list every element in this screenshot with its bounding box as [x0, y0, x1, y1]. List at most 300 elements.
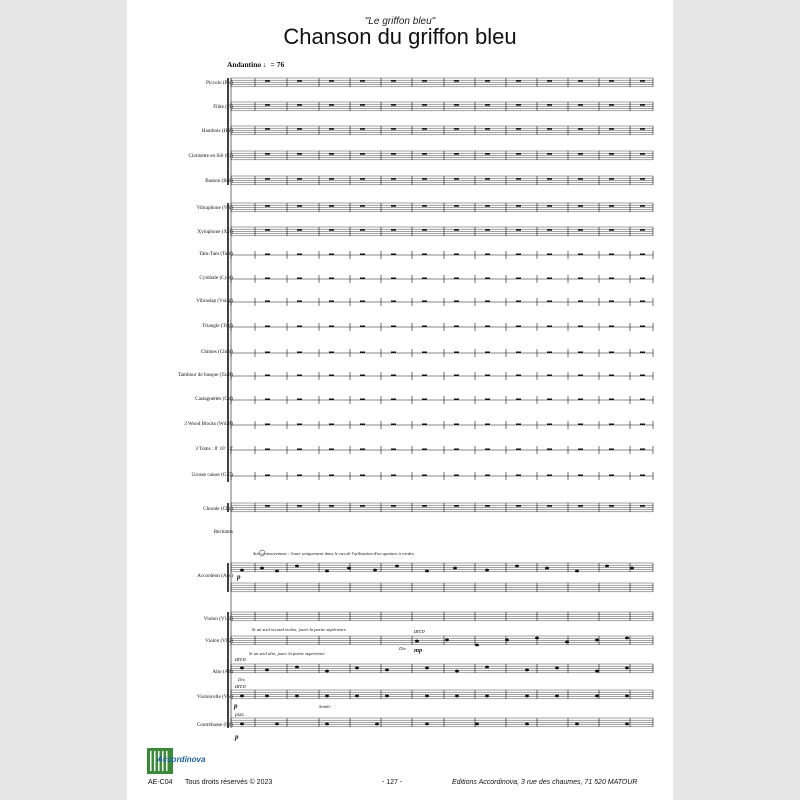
rest-mark	[454, 505, 459, 507]
arco-marking: arco	[235, 684, 246, 690]
rest-mark	[422, 80, 427, 82]
rest-mark	[329, 229, 334, 231]
rest-mark	[640, 178, 645, 180]
violin-note: Si un seul second violon, jouer la partie supérieure	[252, 627, 346, 632]
rest-mark	[578, 449, 583, 451]
rest-mark	[297, 104, 302, 106]
note-head	[525, 695, 529, 698]
note-head	[347, 567, 351, 570]
rest-mark	[329, 128, 334, 130]
rest-mark	[485, 449, 490, 451]
rest-mark	[265, 80, 270, 82]
rest-mark	[609, 399, 614, 401]
footer-publisher: Editions Accordinova, 3 rue des chaumes, 71 520 MATOUR	[452, 779, 638, 786]
rest-mark	[547, 375, 552, 377]
instrument-label: Contrebasse (Cb)	[196, 722, 233, 728]
rest-mark	[297, 326, 302, 328]
instrument-label: 3 Wood Blocks (Wd.B)	[184, 421, 233, 427]
rest-mark	[297, 178, 302, 180]
note-head	[475, 644, 479, 647]
rest-mark	[265, 449, 270, 451]
simile-marking: Simile	[319, 704, 331, 709]
rest-mark	[516, 399, 521, 401]
rest-mark	[516, 153, 521, 155]
instrument-label: Alto (Alt)	[212, 669, 233, 675]
rest-mark	[485, 153, 490, 155]
rest-mark	[578, 375, 583, 377]
rest-mark	[265, 475, 270, 477]
rest-mark	[422, 449, 427, 451]
rest-mark	[547, 254, 552, 256]
logo-text: Accordinova	[157, 755, 206, 764]
rest-mark	[547, 104, 552, 106]
rest-mark	[422, 205, 427, 207]
rest-mark	[485, 278, 490, 280]
score-page	[127, 0, 673, 800]
rest-mark	[422, 229, 427, 231]
note-head	[455, 670, 459, 673]
rest-mark	[485, 205, 490, 207]
rest-mark	[454, 399, 459, 401]
dynamic-mp: mp	[414, 647, 423, 654]
dynamic-p-accordion: p	[237, 573, 241, 581]
rest-mark	[329, 424, 334, 426]
rest-mark	[609, 352, 614, 354]
rest-mark	[547, 178, 552, 180]
note-head	[425, 695, 429, 698]
rest-mark	[391, 153, 396, 155]
note-head	[260, 567, 264, 570]
arco-marking: arco	[414, 629, 425, 635]
rest-mark	[640, 104, 645, 106]
rest-mark	[609, 326, 614, 328]
note-head	[240, 723, 244, 726]
note-head	[425, 667, 429, 670]
rest-mark	[454, 301, 459, 303]
note-head	[295, 565, 299, 568]
rest-mark	[360, 80, 365, 82]
rest-mark	[547, 229, 552, 231]
note-head	[575, 570, 579, 573]
rest-mark	[609, 104, 614, 106]
rest-mark	[297, 424, 302, 426]
rest-mark	[265, 424, 270, 426]
rest-mark	[360, 449, 365, 451]
note-head	[373, 569, 377, 572]
note-head	[325, 670, 329, 673]
rest-mark	[578, 178, 583, 180]
rest-mark	[422, 301, 427, 303]
rest-mark	[547, 153, 552, 155]
rest-mark	[265, 326, 270, 328]
accordion-note: Sur ce mouvement : Jouer uniquement dans le cas de l'utilisation d'un quatuor à cordes	[253, 551, 415, 556]
rest-mark	[454, 229, 459, 231]
rest-mark	[422, 178, 427, 180]
rest-mark	[422, 128, 427, 130]
instrument-label: Violon (Vl.2)	[205, 638, 233, 644]
rest-mark	[485, 254, 490, 256]
score-title: Chanson du griffon bleu	[283, 24, 517, 49]
rest-mark	[516, 301, 521, 303]
rest-mark	[422, 424, 427, 426]
rest-mark	[454, 254, 459, 256]
instrument-label: Violoncelle (Vlc)	[196, 694, 233, 700]
note-head	[355, 695, 359, 698]
rest-mark	[329, 104, 334, 106]
instrument-label: Accordéon (Acc)	[197, 573, 233, 579]
rest-mark	[516, 178, 521, 180]
note-head	[355, 667, 359, 670]
rest-mark	[516, 205, 521, 207]
rest-mark	[609, 375, 614, 377]
rest-mark	[422, 104, 427, 106]
rest-mark	[485, 178, 490, 180]
rest-mark	[422, 326, 427, 328]
rest-mark	[609, 278, 614, 280]
rest-mark	[329, 153, 334, 155]
rest-mark	[516, 128, 521, 130]
rest-mark	[329, 178, 334, 180]
rest-mark	[391, 278, 396, 280]
rest-mark	[640, 375, 645, 377]
instrument-label: 3 Toms : 8' 10' 12'	[195, 446, 233, 452]
note-head	[515, 565, 519, 568]
rest-mark	[265, 229, 270, 231]
rest-mark	[454, 80, 459, 82]
instrument-label: Xylophone (Xyl)	[197, 229, 233, 235]
rest-mark	[547, 278, 552, 280]
rest-mark	[516, 505, 521, 507]
rest-mark	[547, 128, 552, 130]
rest-mark	[391, 505, 396, 507]
instrument-label: Piccolo (Pic)	[206, 80, 233, 86]
rest-mark	[297, 352, 302, 354]
rest-mark	[609, 229, 614, 231]
rest-mark	[516, 254, 521, 256]
rest-mark	[578, 301, 583, 303]
rest-mark	[454, 104, 459, 106]
rest-mark	[609, 301, 614, 303]
rest-mark	[547, 505, 552, 507]
instrument-label: Tambour de basque (Ta.B)	[177, 372, 233, 378]
div-marking: Div.	[238, 677, 246, 682]
note-head	[605, 565, 609, 568]
instrument-label: Grosse caisse (G.C)	[191, 472, 233, 478]
rest-mark	[391, 229, 396, 231]
rest-mark	[485, 352, 490, 354]
rest-mark	[578, 475, 583, 477]
rest-mark	[329, 278, 334, 280]
rest-mark	[391, 301, 396, 303]
note-head	[325, 570, 329, 573]
rest-mark	[391, 424, 396, 426]
rest-mark	[454, 352, 459, 354]
rest-mark	[360, 178, 365, 180]
note-head	[545, 567, 549, 570]
rest-mark	[547, 301, 552, 303]
rest-mark	[422, 399, 427, 401]
rest-mark	[391, 475, 396, 477]
rest-mark	[391, 128, 396, 130]
rest-mark	[516, 352, 521, 354]
note-head	[535, 637, 539, 640]
rest-mark	[578, 229, 583, 231]
rest-mark	[297, 449, 302, 451]
rest-mark	[609, 178, 614, 180]
note-head	[525, 669, 529, 672]
note-head	[455, 695, 459, 698]
note-head	[595, 695, 599, 698]
dynamic-p-cello: p	[234, 702, 238, 710]
rest-mark	[485, 475, 490, 477]
rest-mark	[640, 254, 645, 256]
rest-mark	[516, 375, 521, 377]
rest-mark	[609, 153, 614, 155]
rest-mark	[609, 424, 614, 426]
instrument-label: Cymbale (Cym)	[199, 275, 233, 281]
rest-mark	[422, 475, 427, 477]
rest-mark	[391, 449, 396, 451]
rest-mark	[297, 205, 302, 207]
rest-mark	[422, 254, 427, 256]
rest-mark	[422, 505, 427, 507]
rest-mark	[640, 128, 645, 130]
rest-mark	[547, 326, 552, 328]
pizz-marking: pizz.	[235, 712, 245, 718]
rest-mark	[391, 399, 396, 401]
rest-mark	[578, 128, 583, 130]
rest-mark	[297, 399, 302, 401]
rest-mark	[578, 505, 583, 507]
rest-mark	[360, 326, 365, 328]
rest-mark	[578, 399, 583, 401]
arco-marking: arco	[235, 657, 246, 663]
rest-mark	[265, 505, 270, 507]
note-head	[625, 723, 629, 726]
rest-mark	[329, 352, 334, 354]
rest-mark	[454, 153, 459, 155]
dynamic-p-bass: p	[235, 733, 239, 741]
instrument-label: Récitants	[213, 529, 233, 535]
rest-mark	[578, 424, 583, 426]
rest-mark	[485, 505, 490, 507]
instrument-label: Violon (Vl. 1)	[203, 616, 233, 622]
rest-mark	[391, 205, 396, 207]
rest-mark	[265, 352, 270, 354]
rest-mark	[391, 254, 396, 256]
rest-mark	[297, 505, 302, 507]
rest-mark	[578, 80, 583, 82]
rest-mark	[640, 475, 645, 477]
rest-mark	[360, 475, 365, 477]
rest-mark	[485, 399, 490, 401]
note-head	[295, 695, 299, 698]
rest-mark	[485, 104, 490, 106]
note-head	[265, 695, 269, 698]
rest-mark	[578, 104, 583, 106]
rest-mark	[391, 80, 396, 82]
rest-mark	[578, 326, 583, 328]
rest-mark	[297, 229, 302, 231]
rest-mark	[485, 229, 490, 231]
rest-mark	[516, 475, 521, 477]
rest-mark	[454, 475, 459, 477]
rest-mark	[360, 399, 365, 401]
rest-mark	[360, 301, 365, 303]
note-head	[575, 723, 579, 726]
rest-mark	[485, 375, 490, 377]
rest-mark	[297, 375, 302, 377]
rest-mark	[547, 80, 552, 82]
note-head	[595, 639, 599, 642]
rest-mark	[329, 301, 334, 303]
note-head	[485, 666, 489, 669]
rest-mark	[640, 229, 645, 231]
note-head	[425, 723, 429, 726]
note-head	[425, 570, 429, 573]
rest-mark	[454, 375, 459, 377]
rest-mark	[297, 475, 302, 477]
rest-mark	[485, 424, 490, 426]
rest-mark	[609, 475, 614, 477]
rest-mark	[265, 278, 270, 280]
rest-mark	[640, 352, 645, 354]
rest-mark	[640, 278, 645, 280]
rest-mark	[454, 178, 459, 180]
instrument-label: Vibraslap (Vslap)	[196, 298, 233, 304]
rest-mark	[360, 375, 365, 377]
footer-rights: Tous droits réservés © 2023	[185, 779, 273, 786]
note-head	[453, 567, 457, 570]
rest-mark	[297, 153, 302, 155]
instrument-label: Triangle (Trgl)	[202, 323, 233, 329]
rest-mark	[297, 301, 302, 303]
rest-mark	[265, 301, 270, 303]
rest-mark	[391, 178, 396, 180]
rest-mark	[360, 352, 365, 354]
rest-mark	[265, 128, 270, 130]
rest-mark	[329, 399, 334, 401]
note-head	[565, 641, 569, 644]
rest-mark	[265, 153, 270, 155]
note-head	[625, 637, 629, 640]
footer-page-number: - 127 -	[382, 779, 403, 786]
div-marking: Div.	[399, 646, 407, 651]
rest-mark	[329, 475, 334, 477]
note-head	[265, 669, 269, 672]
note-head	[595, 670, 599, 673]
rest-mark	[516, 229, 521, 231]
rest-mark	[329, 375, 334, 377]
rest-mark	[265, 399, 270, 401]
note-head	[630, 567, 634, 570]
rest-mark	[329, 449, 334, 451]
rest-mark	[360, 424, 365, 426]
rest-mark	[454, 326, 459, 328]
rest-mark	[609, 254, 614, 256]
note-head	[240, 695, 244, 698]
rest-mark	[360, 229, 365, 231]
note-head	[555, 667, 559, 670]
rest-mark	[609, 80, 614, 82]
rest-mark	[547, 449, 552, 451]
rest-mark	[547, 399, 552, 401]
rest-mark	[265, 178, 270, 180]
rest-mark	[297, 254, 302, 256]
rest-mark	[391, 352, 396, 354]
rest-mark	[547, 424, 552, 426]
rest-mark	[360, 254, 365, 256]
score-subtitle: "Le griffon bleu"	[364, 16, 436, 27]
rest-mark	[485, 128, 490, 130]
rest-mark	[454, 278, 459, 280]
note-head	[525, 723, 529, 726]
rest-mark	[640, 301, 645, 303]
note-head	[295, 666, 299, 669]
note-head	[325, 723, 329, 726]
rest-mark	[547, 475, 552, 477]
rest-mark	[422, 153, 427, 155]
instrument-label: Vibraphone (Vib)	[196, 205, 233, 211]
rest-mark	[547, 205, 552, 207]
rest-mark	[265, 254, 270, 256]
rest-mark	[516, 449, 521, 451]
note-head	[375, 723, 379, 726]
note-head	[485, 569, 489, 572]
rest-mark	[265, 205, 270, 207]
rest-mark	[454, 205, 459, 207]
rest-mark	[297, 128, 302, 130]
rest-mark	[609, 449, 614, 451]
rest-mark	[609, 128, 614, 130]
rest-mark	[422, 278, 427, 280]
rest-mark	[578, 205, 583, 207]
note-head	[385, 669, 389, 672]
rest-mark	[516, 326, 521, 328]
rest-mark	[516, 80, 521, 82]
footer-code: AE-C04	[148, 779, 173, 786]
rest-mark	[391, 375, 396, 377]
rest-mark	[297, 278, 302, 280]
note-head	[325, 695, 329, 698]
rest-mark	[360, 205, 365, 207]
rest-mark	[640, 399, 645, 401]
rest-mark	[297, 80, 302, 82]
rest-mark	[265, 104, 270, 106]
rest-mark	[640, 424, 645, 426]
rest-mark	[391, 326, 396, 328]
rest-mark	[640, 205, 645, 207]
rest-mark	[422, 352, 427, 354]
rest-mark	[360, 505, 365, 507]
rest-mark	[609, 505, 614, 507]
rest-mark	[516, 278, 521, 280]
rest-mark	[578, 352, 583, 354]
rest-mark	[640, 449, 645, 451]
instrument-label: Basson (Bsn)	[205, 178, 233, 184]
rest-mark	[360, 153, 365, 155]
note-head	[275, 723, 279, 726]
rest-mark	[454, 424, 459, 426]
rest-mark	[422, 375, 427, 377]
rest-mark	[640, 326, 645, 328]
rest-mark	[265, 375, 270, 377]
rest-mark	[516, 104, 521, 106]
rest-mark	[547, 352, 552, 354]
note-head	[395, 565, 399, 568]
note-head	[240, 569, 244, 572]
rest-mark	[454, 128, 459, 130]
